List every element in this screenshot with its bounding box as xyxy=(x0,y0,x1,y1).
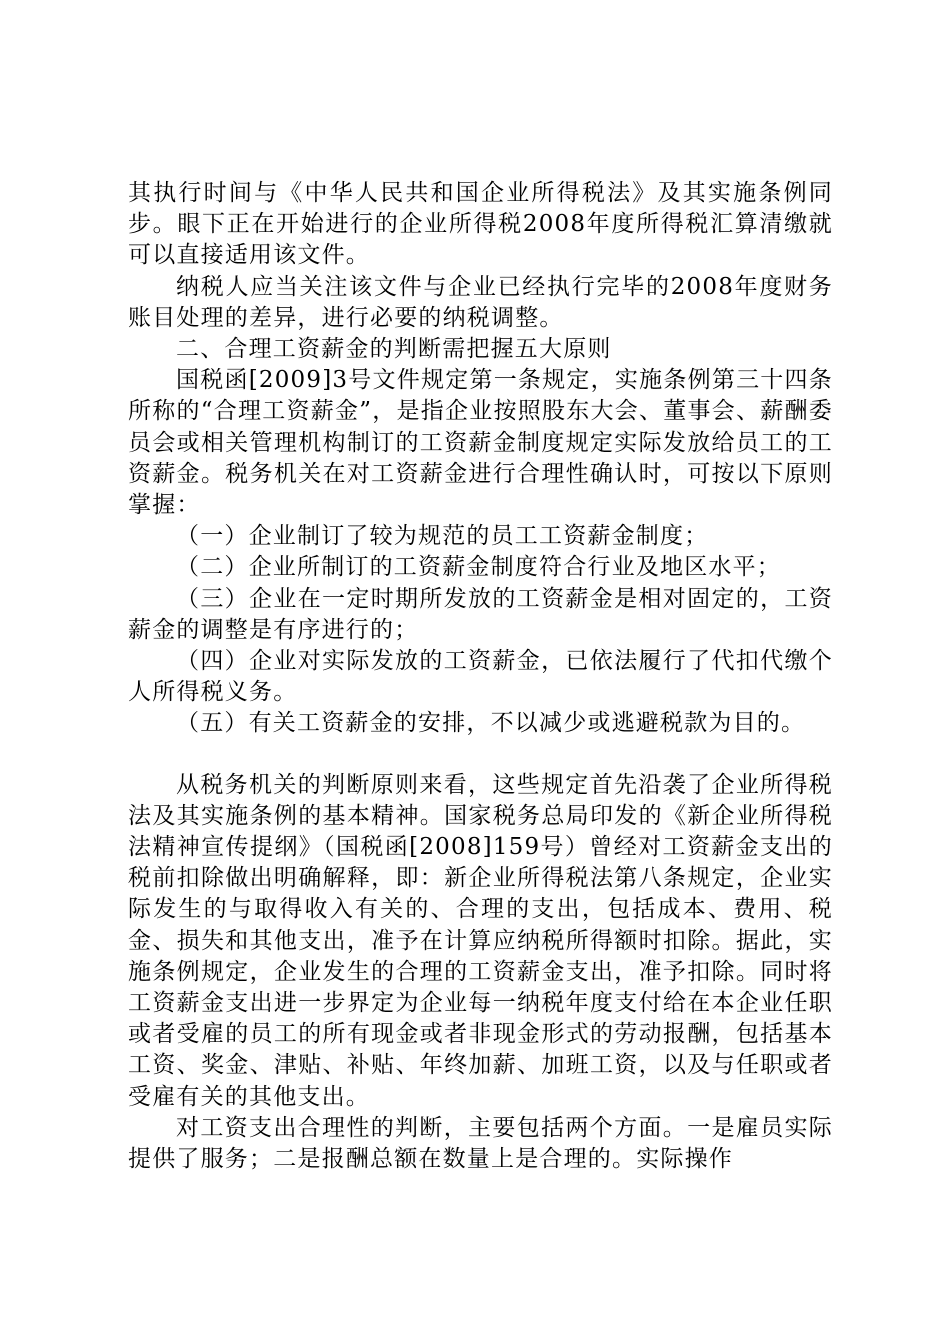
principle-5: （五）有关工资薪金的安排，不以减少或逃避税款为目的。 xyxy=(176,710,806,737)
blank-line xyxy=(128,740,833,770)
section-heading: 二、合理工资薪金的判断需把握五大原则 xyxy=(176,336,612,363)
document-body xyxy=(128,178,833,1175)
principle-4: （四）企业对实际发放的工资薪金，已依法履行了代扣代缴个人所得税义务。 xyxy=(128,648,833,706)
principle-2: （二）企业所制订的工资薪金制度符合行业及地区水平； xyxy=(176,554,781,581)
paragraph-11: 对工资支出合理性的判断，主要包括两个方面。一是雇员实际提供了服务；二是报酬总额在数量上是合理的。实际操作 xyxy=(128,1114,833,1173)
paragraph-4: 国税函[2009]3号文件规定第一条规定，实施条例第三十四条所称的“合理工资薪金”，是指企业按照股东大会、董事会、薪酬委员会或相关管理机构制订的工资薪金制度规定实际发放给员工的工资薪金。税务机关在对工资薪金进行合理性确认时，可按以下原则掌握： xyxy=(128,367,833,519)
paragraph-1: 其执行时间与《中华人民共和国企业所得税法》及其实施条例同步。眼下正在开始进行的企业所得税2008年度所得税汇算清缴就可以直接适用该文件。 xyxy=(128,180,833,269)
principle-3: （三）企业在一定时期所发放的工资薪金是相对固定的，工资薪金的调整是有序进行的； xyxy=(128,585,833,643)
paragraph-10: 从税务机关的判断原则来看，这些规定首先沿袭了企业所得税法及其实施条例的基本精神。国家税务总局印发的《新企业所得税法精神宣传提纲》（国税函[2008]159号）曾经对工资薪金支出的税前扣除做出明确解释，即：新企业所得税法第八条规定，企业实际发生的与取得收入有关的、合理的支出，包括成本、费用、税金、损失和其他支出，准予在计算应纳税所得额时扣除。据此，实施条例规定，企业发生的合理的工资薪金支出，准予扣除。同时将工资薪金支出进一步界定为企业每一纳税年度支付给在本企业任职或者受雇的员工的所有现金或者非现金形式的劳动报酬，包括基本工资、奖金、津贴、补贴、年终加薪、加班工资，以及与任职或者受雇有关的其他支出。 xyxy=(128,771,833,1110)
principle-1: （一）企业制订了较为规范的员工工资薪金制度； xyxy=(176,523,709,550)
paragraph-2: 纳税人应当关注该文件与企业已经执行完毕的2008年度财务账目处理的差异，进行必要的纳税调整。 xyxy=(128,273,833,331)
